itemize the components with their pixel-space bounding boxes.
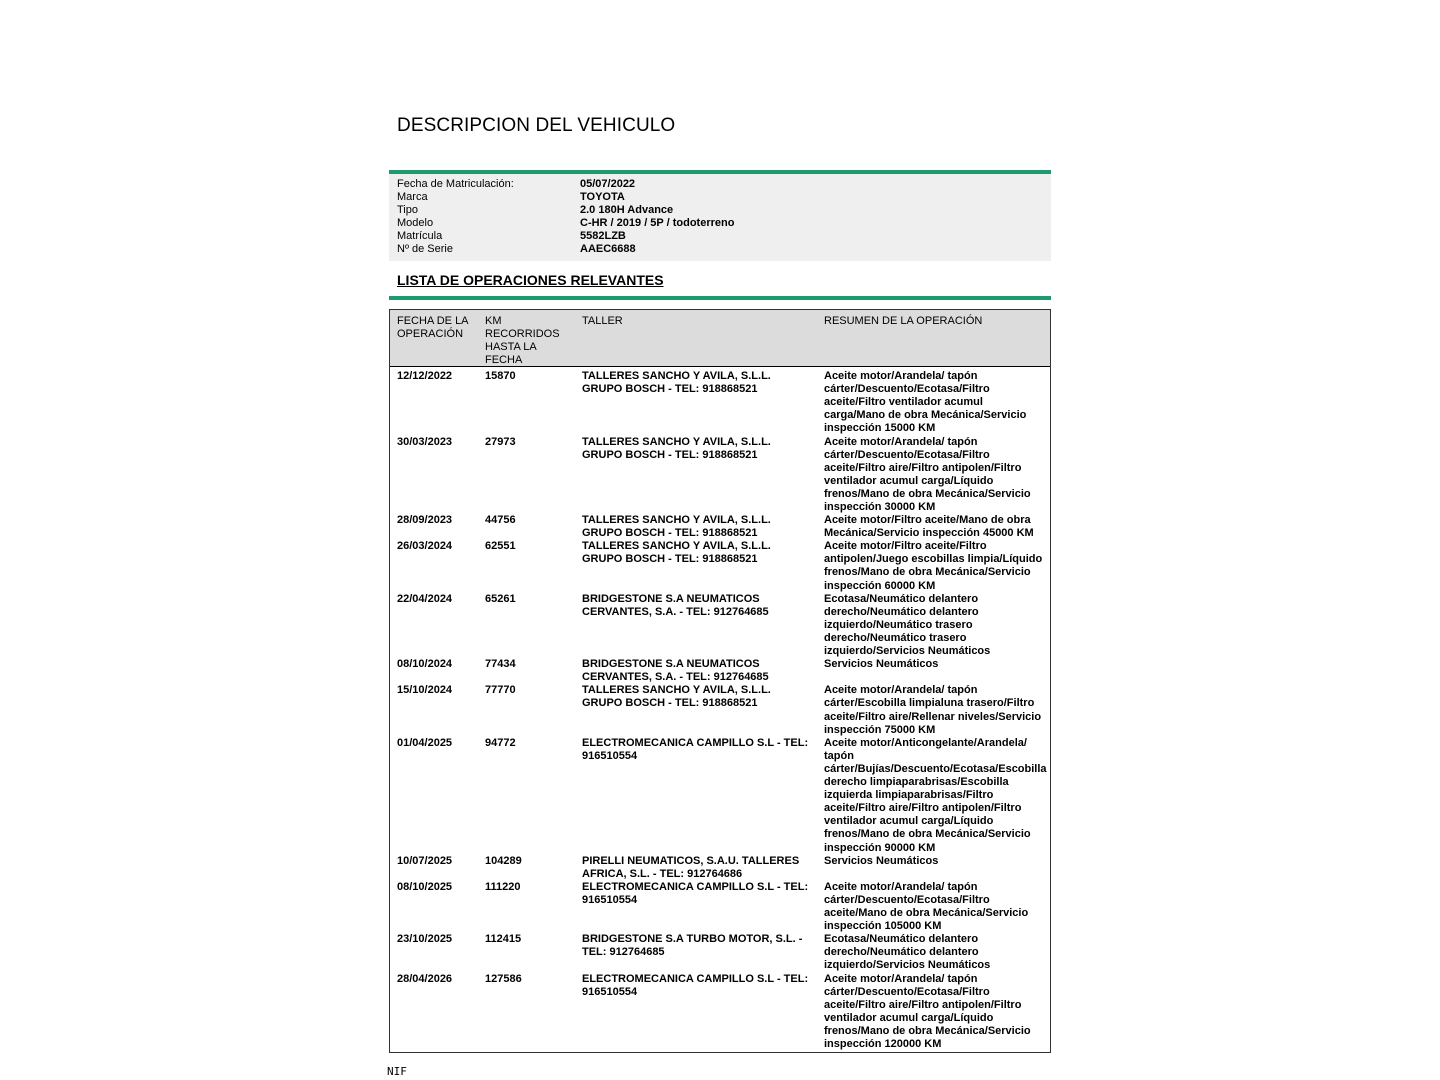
table-row	[390, 370, 1050, 436]
footer-nif: NIF	[387, 1065, 407, 1078]
cell-summary: Ecotasa/Neumático delantero derecho/Neumático delantero izquierdo/Servicios Neumáticos	[824, 933, 991, 972]
cell-summary: Aceite motor/Filtro aceite/Filtro antipolen/Juego escobillas limpia/Líquido frenos/Mano de obra Mecánica/Servicio inspección 60000 KM	[824, 540, 1043, 592]
table-row	[390, 737, 1050, 855]
table-row	[390, 593, 1050, 659]
cell-taller: ELECTROMECANICA CAMPILLO S.L - TEL: 916510554	[582, 736, 809, 762]
vehicle-details-panel	[389, 174, 1051, 261]
table-row	[390, 933, 1050, 972]
cell-km: 62551	[485, 540, 516, 553]
cell-summary: Aceite motor/Arandela/ tapón cárter/Descuento/Ecotasa/Filtro aceite/Filtro ventilador acumul carga/Mano de obra Mecánica/Servicio inspección 15000 KM	[824, 370, 1027, 435]
cell-taller: TALLERES SANCHO Y AVILA, S.L.L. GRUPO BOSCH - TEL: 918868521	[582, 370, 771, 396]
table-row	[390, 436, 1050, 515]
cell-date: 26/03/2024	[397, 540, 453, 553]
cell-taller: TALLERES SANCHO Y AVILA, S.L.L. GRUPO BOSCH - TEL: 918868521	[582, 435, 771, 461]
table-row	[390, 514, 1050, 540]
cell-date: 23/10/2025	[397, 933, 453, 946]
cell-taller: PIRELLI NEUMATICOS, S.A.U. TALLERES AFRICA, S.L. - TEL: 912764686	[582, 854, 800, 880]
cell-summary: Servicios Neumáticos	[824, 658, 939, 671]
section-divider	[389, 296, 1051, 300]
cell-km: 111220	[485, 880, 521, 893]
cell-taller: TALLERES SANCHO Y AVILA, S.L.L. GRUPO BOSCH - TEL: 918868521	[582, 540, 771, 566]
field-value: 2.0 180H Advance	[580, 204, 674, 216]
header-summary: RESUMEN DE LA OPERACIÓN	[824, 315, 983, 327]
cell-km: 127586	[485, 972, 522, 985]
cell-km: 44756	[485, 514, 516, 527]
cell-taller: BRIDGESTONE S.A NEUMATICOS CERVANTES, S.A. - TEL: 912764685	[582, 592, 769, 618]
operations-table	[389, 309, 1051, 1053]
cell-taller: TALLERES SANCHO Y AVILA, S.L.L. GRUPO BOSCH - TEL: 918868521	[582, 514, 771, 540]
cell-summary: Servicios Neumáticos	[824, 854, 939, 867]
cell-date: 08/10/2025	[397, 880, 453, 893]
cell-summary: Aceite motor/Arandela/ tapón cárter/Descuento/Ecotasa/Filtro aceite/Filtro aire/Filtro antipolen/Filtro ventilador acumul carga/Líquido frenos/Mano de obra Mecánica/Servicio inspección 30000 KM	[824, 435, 1031, 513]
table-row	[390, 973, 1050, 1052]
cell-date: 28/04/2026	[397, 972, 453, 985]
cell-summary: Aceite motor/Arandela/ tapón cárter/Descuento/Ecotasa/Filtro aceite/Filtro aire/Filtro antipolen/Filtro ventilador acumul carga/Líquido frenos/Mano de obra Mecánica/Servicio inspección 120000 KM	[824, 972, 1031, 1050]
field-label: Nº de Serie	[397, 243, 453, 255]
cell-taller: ELECTROMECANICA CAMPILLO S.L - TEL: 916510554	[582, 972, 809, 998]
cell-date: 15/10/2024	[397, 684, 453, 697]
table-row	[390, 881, 1050, 933]
cell-km: 77434	[485, 658, 516, 671]
page-title: DESCRIPCION DEL VEHICULO	[397, 115, 676, 136]
field-label: Matrícula	[397, 230, 443, 242]
field-label: Marca	[397, 191, 428, 203]
cell-km: 27973	[485, 435, 516, 448]
cell-date: 28/09/2023	[397, 514, 453, 527]
cell-summary: Aceite motor/Arandela/ tapón cárter/Descuento/Ecotasa/Filtro aceite/Mano de obra Mecánica/Servicio inspección 105000 KM	[824, 880, 1029, 933]
field-value: TOYOTA	[580, 191, 625, 203]
cell-date: 22/04/2024	[397, 592, 453, 605]
table-row	[390, 658, 1050, 684]
cell-taller: TALLERES SANCHO Y AVILA, S.L.L. GRUPO BOSCH - TEL: 918868521	[582, 684, 771, 710]
cell-date: 01/04/2025	[397, 736, 453, 749]
table-header	[390, 310, 1050, 367]
cell-date: 10/07/2025	[397, 854, 453, 867]
cell-km: 112415	[485, 933, 522, 946]
operations-section-title: LISTA DE OPERACIONES RELEVANTES	[397, 272, 664, 288]
cell-km: 15870	[485, 370, 516, 382]
header-date: FECHA DE LA OPERACIÓN	[397, 315, 468, 340]
cell-km: 104289	[485, 854, 522, 867]
cell-summary: Aceite motor/Filtro aceite/Mano de obra Mecánica/Servicio inspección 45000 KM	[824, 514, 1034, 540]
cell-taller: ELECTROMECANICA CAMPILLO S.L - TEL: 916510554	[582, 880, 809, 906]
field-value: 5582LZB	[580, 230, 626, 242]
field-value: 05/07/2022	[580, 178, 636, 190]
cell-km: 94772	[485, 736, 516, 749]
table-row	[390, 540, 1050, 592]
header-taller: TALLER	[582, 315, 623, 327]
cell-date: 08/10/2024	[397, 658, 453, 671]
cell-summary: Aceite motor/Arandela/ tapón cárter/Escobilla limpialuna trasero/Filtro aceite/Filtro aire/Rellenar niveles/Servicio inspección 75000 KM	[824, 684, 1042, 736]
cell-summary: Ecotasa/Neumático delantero derecho/Neumático delantero izquierdo/Neumático trasero derecho/Neumático trasero izquierdo/Servicios Neumáticos	[824, 592, 991, 658]
table-row	[390, 684, 1050, 736]
cell-km: 65261	[485, 592, 516, 605]
field-label: Fecha de Matriculación:	[397, 178, 514, 190]
header-km: KM RECORRIDOS HASTA LA FECHA	[485, 315, 560, 366]
cell-summary: Aceite motor/Anticongelante/Arandela/ tapón cárter/Bujías/Descuento/Ecotasa/Escobilla derecho limpiaparabrisas/Escobilla izquierda limpiaparabrisas/Filtro aceite/Filtro aire/Filtro antipolen/Filtro ventilador acumul carga/Líquido frenos/Mano de obra Mecánica/Servicio inspección 90000 KM	[824, 736, 1047, 854]
field-label: Tipo	[397, 204, 418, 216]
table-row	[390, 855, 1050, 881]
cell-taller: BRIDGESTONE S.A NEUMATICOS CERVANTES, S.A. - TEL: 912764685	[582, 658, 769, 684]
field-value: C-HR / 2019 / 5P / todoterreno	[580, 217, 735, 229]
cell-date: 12/12/2022	[397, 370, 453, 382]
cell-taller: BRIDGESTONE S.A TURBO MOTOR, S.L. - TEL: 912764685	[582, 933, 803, 959]
field-value: AAEC6688	[580, 243, 636, 255]
table-body	[390, 370, 1050, 1051]
cell-km: 77770	[485, 684, 516, 697]
cell-date: 30/03/2023	[397, 435, 453, 448]
field-label: Modelo	[397, 217, 434, 229]
